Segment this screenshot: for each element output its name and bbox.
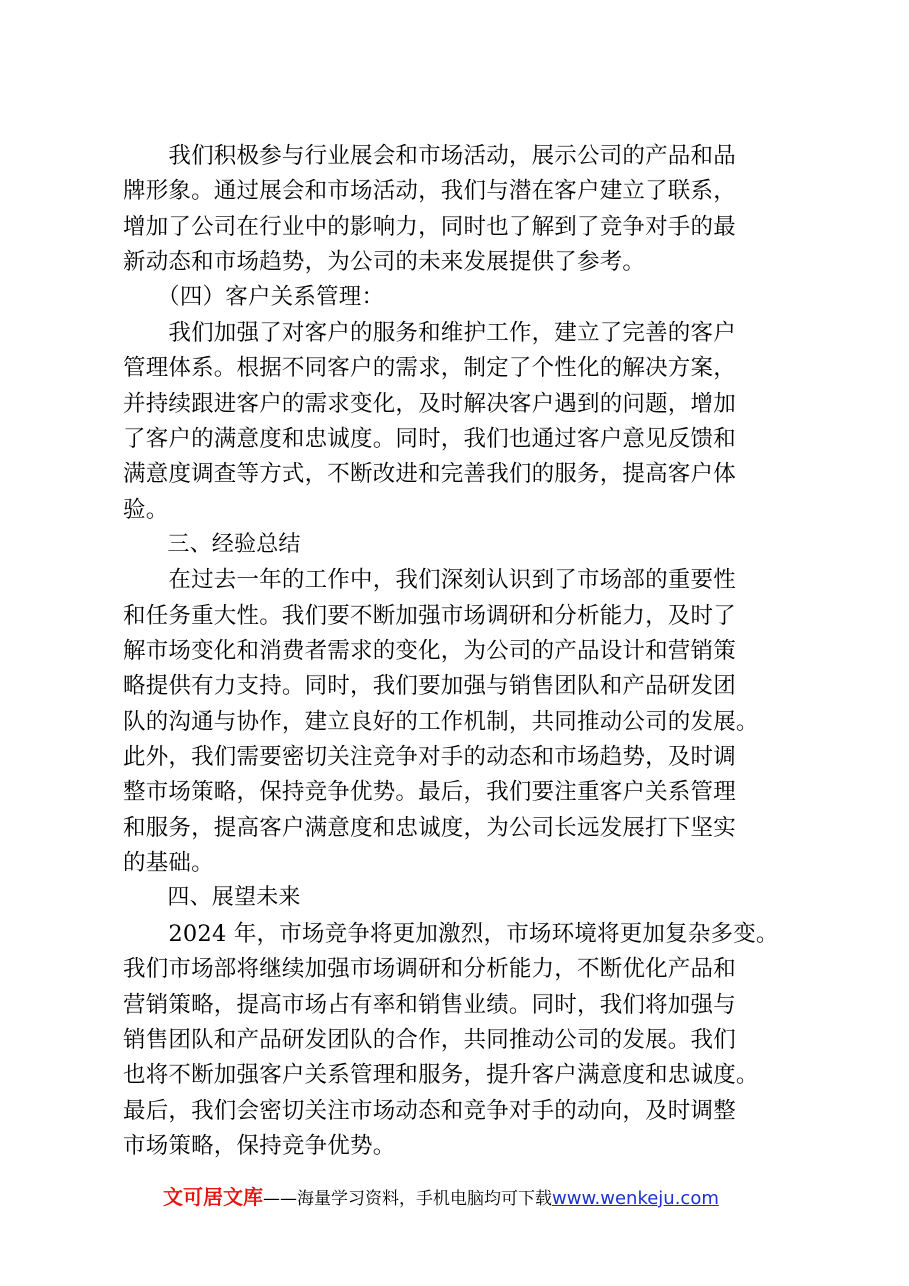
section-heading-outlook: 四、展望未来 bbox=[123, 885, 301, 910]
body-text-line: 销售团队和产品研发团队的合作，共同推动公司的发展。我们 bbox=[123, 1027, 736, 1053]
body-text-line: 营销策略，提高市场占有率和销售业绩。同时，我们将加强与 bbox=[123, 992, 736, 1018]
body-text-line: 并持续跟进客户的需求变化，及时解决客户遇到的问题，增加 bbox=[123, 391, 736, 417]
footer-banner bbox=[163, 1183, 719, 1211]
body-text-line: 队的沟通与协作，建立良好的工作机制，共同推动公司的发展。 bbox=[123, 709, 759, 735]
section-heading-experience: 三、经验总结 bbox=[123, 532, 301, 557]
body-text-line: 此外，我们需要密切关注竞争对手的动态和市场趋势，及时调 bbox=[123, 744, 736, 770]
body-text-line: 解市场变化和消费者需求的变化，为公司的产品设计和营销策 bbox=[123, 638, 736, 664]
body-text-line: 略提供有力支持。同时，我们要加强与销售团队和产品研发团 bbox=[123, 673, 736, 699]
body-text-line: 的基础。 bbox=[123, 850, 214, 876]
body-text-line: 和服务，提高客户满意度和忠诚度，为公司长远发展打下坚实 bbox=[123, 815, 736, 841]
body-text-line: 牌形象。通过展会和市场活动，我们与潜在客户建立了联系， bbox=[123, 178, 736, 204]
body-text-line: 也将不断加强客户关系管理和服务，提升客户满意度和忠诚度。 bbox=[123, 1062, 759, 1088]
body-text-line: 我们加强了对客户的服务和维护工作，建立了完善的客户 bbox=[123, 320, 736, 346]
body-text-line: 在过去一年的工作中，我们深刻认识到了市场部的重要性 bbox=[123, 567, 736, 593]
body-text-line: 最后，我们会密切关注市场动态和竞争对手的动向，及时调整 bbox=[123, 1098, 736, 1124]
body-text-line: 和任务重大性。我们要不断加强市场调研和分析能力，及时了 bbox=[123, 603, 736, 629]
body-text-line: 我们积极参与行业展会和市场活动，展示公司的产品和品 bbox=[123, 143, 736, 169]
footer-brand: 文可居文库 bbox=[163, 1185, 263, 1209]
footer-link[interactable]: www.wenkeju.com bbox=[552, 1188, 719, 1209]
body-text-line: 增加了公司在行业中的影响力，同时也了解到了竞争对手的最 bbox=[123, 214, 736, 240]
body-text-line: 我们市场部将继续加强市场调研和分析能力，不断优化产品和 bbox=[123, 956, 736, 982]
body-text-line: 新动态和市场趋势，为公司的未来发展提供了参考。 bbox=[123, 249, 646, 275]
subsection-heading: （四）客户关系管理： bbox=[123, 284, 385, 310]
footer-tagline: ——海量学习资料，手机电脑均可下载 bbox=[263, 1189, 552, 1209]
body-text-line: 了客户的满意度和忠诚度。同时，我们也通过客户意见反馈和 bbox=[123, 426, 736, 452]
body-text-line: 市场策略，保持竞争优势。 bbox=[123, 1133, 396, 1159]
body-text-line: 管理体系。根据不同客户的需求，制定了个性化的解决方案， bbox=[123, 355, 736, 381]
body-text-line: 2024 年，市场竞争将更加激烈，市场环境将更加复杂多变。 bbox=[123, 921, 779, 947]
body-text-line: 整市场策略，保持竞争优势。最后，我们要注重客户关系管理 bbox=[123, 779, 736, 805]
body-text-line: 验。 bbox=[123, 497, 169, 523]
body-text-line: 满意度调查等方式，不断改进和完善我们的服务，提高客户体 bbox=[123, 461, 736, 487]
